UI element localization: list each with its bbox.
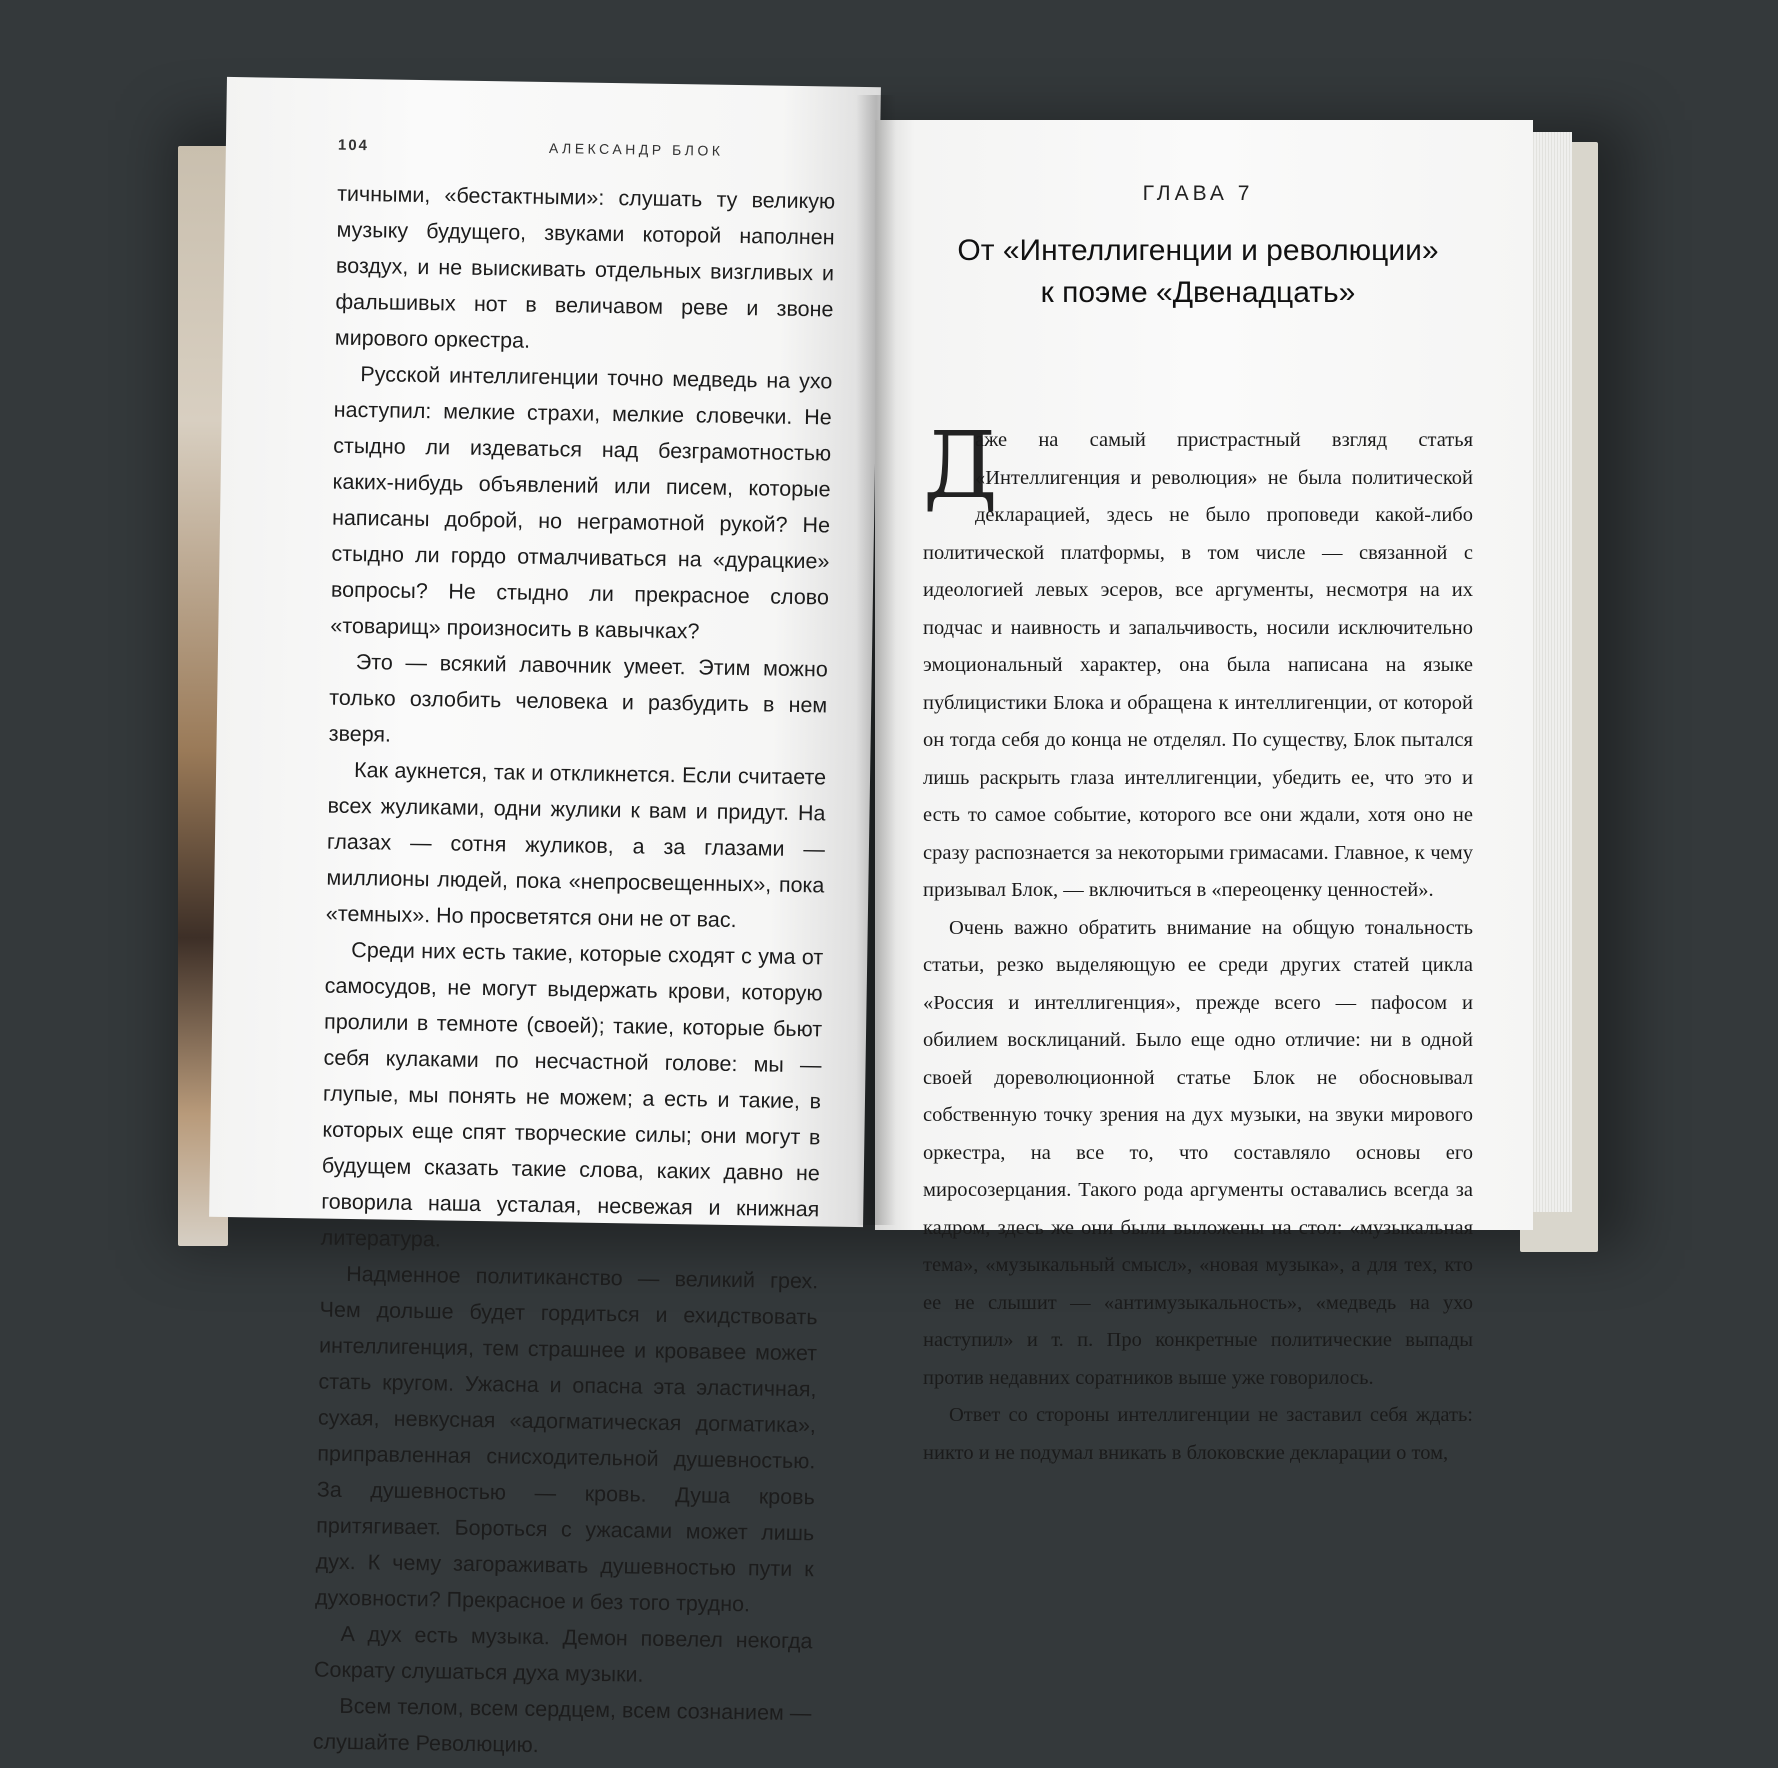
paragraph: А дух есть музыка. Демон повелел некогда Сократу слушаться духа музыки. — [313, 1621, 813, 1687]
paragraph: тичными, «бестактными»: слушать ту великую музыку будущего, звуками которой наполнен воздух, и не выискивать отдельных визгливых и фальшивых нот в величавом реве и звоне мирового оркестра. — [334, 181, 836, 353]
chapter-label: ГЛАВА 7 — [1142, 182, 1254, 205]
right-page — [875, 120, 1533, 1464]
paragraph: Среди них есть такие, которые сходят с ума от самосудов, не могут выдержать крови, которую пролили в темноте (своей); такие, которые бьют себя кулаками по несчастной голове: мы — глупые, мы понять не можем; а есть и такие, в которых еще спят творческие силы; они могут в будущем сказать такие слова, каких давно не говорила наша усталая, несвежая и книжная литература. — [320, 937, 824, 1252]
drop-cap: Д — [923, 412, 998, 519]
chapter-title-line: От «Интеллигенции и революции» — [957, 234, 1439, 267]
left-running-head — [338, 137, 836, 162]
paragraph: Как аукнется, так и откликнется. Если считаете всех жуликами, одни жулики к вам и придут. На глазах — сотня жуликов, а за глазами — миллионы людей, пока «непросвещенных», пока «темных». Но просветятся они не от вас. — [325, 758, 827, 933]
paragraph: Надменное политиканство — великий грех. Чем дольше будет гордиться и ехидствовать интеллигенция, тем страшнее и кровавее может стать кругом. Ужасна и опасна эта эластичная, сухая, невкусная «адогматическая догматика», приправленная снисходительной душевностью. За душевностью — кровь. Душа кровь притягивает. Бороться с ужасами может лишь дух. К чему загораживать душевностью пути к духовности? Прекрасное и без того трудно. — [314, 1261, 819, 1617]
page-block-edges — [1528, 132, 1572, 1212]
paragraph: Ответ со стороны интеллигенции не заставил себя ждать: никто и не подумал вникать в блоковские декларации о том, — [923, 1404, 1473, 1464]
chapter-title — [923, 230, 1473, 314]
page-number: 104 — [337, 136, 370, 155]
paragraph: Это — всякий лавочник умеет. Этим можно только озлобить человека и разбудить в нем зверя. — [328, 650, 828, 747]
first-paragraph — [923, 412, 1473, 910]
book-spine-shadow — [856, 95, 896, 1225]
first-paragraph-text: аже на самый пристрастный взгляд статья «Интеллигенция и революция» не была политической декларацией, здесь не было проповеди какой-либо политической платформы, в том числе — связанной с идеологией левых эсеров, все аргументы, несмотря на их подчас и наивность и запальчивость, носили исключительно эмоциональный характер, она была написана на языке публицистики Блока и обращена к интеллигенции, от которой он тогда себя до конца не отделял. По существу, Блок пытался лишь раскрыть глаза интеллигенции, убедить ее, что это и есть то самое событие, которого все они ждали, хотя оно не сразу распознается за некоторыми гримасами. Главное, к чему призывал Блок, — включиться в «переоценку ценностей». — [923, 429, 1473, 901]
left-page — [209, 77, 881, 1758]
running-title: АЛЕКСАНДР БЛОК — [548, 140, 724, 159]
paragraph: Русской интеллигенции точно медведь на ухо наступил: мелкие страхи, мелкие словечки. Не стыдно ли издеваться над безграмотностью каких-нибудь объявлений или писем, которые написаны доброй, но неграмотной рукой? Не стыдно ли гордо отмалчиваться на «дурацкие» вопросы? Не стыдно ли прекрасное слово «товарищ» произносить в кавычках? — [330, 362, 833, 644]
paragraph: Всем телом, всем сердцем, всем сознанием — слушайте Революцию. — [312, 1693, 812, 1758]
right-page-body — [923, 412, 1473, 1472]
left-page-body — [313, 176, 836, 1768]
chapter-title-line: к поэме «Двенадцать» — [1040, 276, 1356, 309]
paragraph: Очень важно обратить внимание на общую тональность статьи, резко выделяющую ее среди других статей цикла «Россия и интеллигенция», прежде всего — пафосом и обилием восклицаний. Было еще одно отличие: ни в одной своей дореволюционной статье Блок не обосновывал собственную точку зрения на дух музыки, на звуки мирового оркестра, на все то, что составляло основы его миросозерцания. Такого рода аргументы оставались всегда за кадром, здесь же они были выложены на стол: «музыкальная тема», «музыкальный смысл», «новая музыка», а для тех, кто ее не слышит — «антимузыкальность», «медведь на ухо наступил» и т. п. Про конкретные политические выпады против недавних соратников выше уже говорилось. — [923, 916, 1473, 1389]
